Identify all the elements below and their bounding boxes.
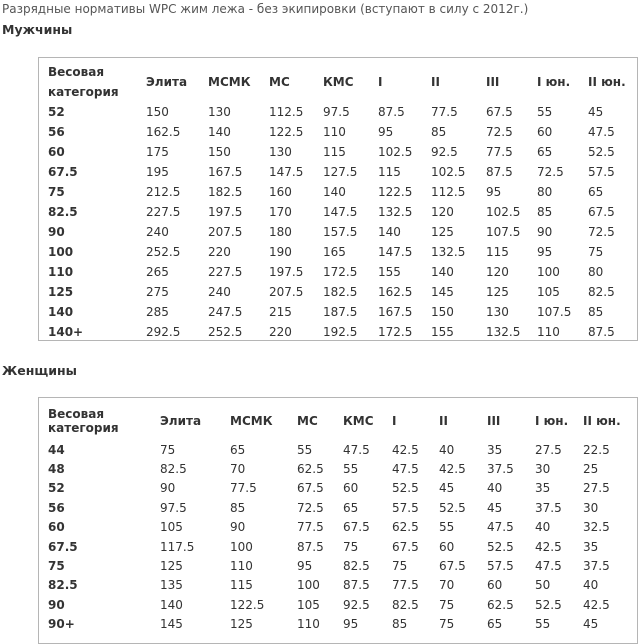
column-header: МС bbox=[297, 414, 318, 428]
table-row bbox=[48, 282, 628, 302]
norm-value-cell: 85 bbox=[431, 125, 447, 139]
table-row bbox=[48, 498, 623, 517]
norm-value-cell: 112.5 bbox=[431, 185, 466, 199]
norm-value-cell: 82.5 bbox=[588, 285, 615, 299]
norm-value-cell: 140 bbox=[208, 125, 231, 139]
norm-value-cell: 182.5 bbox=[208, 185, 243, 199]
norm-value-cell: 82.5 bbox=[392, 597, 419, 612]
norm-value-cell: 122.5 bbox=[269, 125, 304, 139]
norm-value-cell: 150 bbox=[208, 145, 231, 159]
norm-value-cell: 70 bbox=[230, 462, 246, 477]
norm-value-cell: 145 bbox=[431, 285, 454, 299]
page-title: Разрядные нормативы WPC жим лежа - без экипировки (вступают в силу с 2012г.) bbox=[2, 2, 529, 16]
weight-category-cell: 48 bbox=[48, 462, 65, 477]
norm-value-cell: 90 bbox=[230, 520, 246, 535]
norm-value-cell: 160 bbox=[269, 185, 292, 199]
norm-value-cell: 105 bbox=[160, 520, 183, 535]
norm-value-cell: 215 bbox=[269, 305, 292, 319]
norm-value-cell: 285 bbox=[146, 305, 169, 319]
norm-value-cell: 157.5 bbox=[323, 225, 358, 239]
weight-category-cell: 75 bbox=[48, 559, 65, 574]
weight-category-cell: 90+ bbox=[48, 617, 75, 632]
column-header-line: Весовая bbox=[48, 65, 105, 79]
norm-value-cell: 105 bbox=[537, 285, 560, 299]
norm-value-cell: 72.5 bbox=[297, 500, 324, 515]
norm-value-cell: 47.5 bbox=[392, 462, 419, 477]
norm-value-cell: 60 bbox=[487, 578, 503, 593]
norm-value-cell: 47.5 bbox=[343, 442, 370, 457]
norm-value-cell: 172.5 bbox=[378, 325, 413, 339]
table-row bbox=[48, 556, 623, 575]
norm-value-cell: 65 bbox=[588, 185, 604, 199]
column-header-line: Весовая bbox=[48, 407, 105, 421]
norm-value-cell: 252.5 bbox=[208, 325, 243, 339]
norm-value-cell: 107.5 bbox=[537, 305, 572, 319]
column-header: КМС bbox=[343, 414, 374, 428]
norm-value-cell: 87.5 bbox=[486, 165, 513, 179]
norm-value-cell: 227.5 bbox=[146, 205, 181, 219]
norm-value-cell: 57.5 bbox=[588, 165, 615, 179]
norm-value-cell: 67.5 bbox=[439, 559, 466, 574]
norm-value-cell: 240 bbox=[208, 285, 231, 299]
norm-value-cell: 80 bbox=[537, 185, 553, 199]
norm-value-cell: 27.5 bbox=[535, 442, 562, 457]
norm-value-cell: 67.5 bbox=[343, 520, 370, 535]
women-table-box bbox=[38, 397, 638, 644]
norm-value-cell: 30 bbox=[535, 462, 551, 477]
norm-value-cell: 97.5 bbox=[323, 105, 350, 119]
norm-value-cell: 132.5 bbox=[431, 245, 466, 259]
norm-value-cell: 57.5 bbox=[487, 559, 514, 574]
column-header: III bbox=[487, 414, 501, 428]
norm-value-cell: 77.5 bbox=[486, 145, 513, 159]
norm-value-cell: 92.5 bbox=[343, 597, 370, 612]
norm-value-cell: 252.5 bbox=[146, 245, 181, 259]
norm-value-cell: 85 bbox=[588, 305, 604, 319]
norm-value-cell: 227.5 bbox=[208, 265, 243, 279]
table-row bbox=[48, 262, 628, 282]
norm-value-cell: 67.5 bbox=[392, 539, 419, 554]
weight-category-cell: 90 bbox=[48, 597, 65, 612]
norm-value-cell: 40 bbox=[487, 481, 503, 496]
norm-value-cell: 155 bbox=[378, 265, 401, 279]
column-header-line: категория bbox=[48, 85, 119, 99]
norm-value-cell: 37.5 bbox=[535, 500, 562, 515]
norm-value-cell: 292.5 bbox=[146, 325, 181, 339]
norm-value-cell: 220 bbox=[208, 245, 231, 259]
table-row bbox=[48, 322, 628, 342]
table-row bbox=[48, 440, 623, 459]
norm-value-cell: 25 bbox=[583, 462, 599, 477]
norm-value-cell: 125 bbox=[486, 285, 509, 299]
norm-value-cell: 130 bbox=[269, 145, 292, 159]
table-row bbox=[48, 182, 628, 202]
column-header: I юн. bbox=[535, 414, 569, 428]
norm-value-cell: 42.5 bbox=[583, 597, 610, 612]
column-header-weight-category bbox=[48, 62, 146, 102]
norm-value-cell: 132.5 bbox=[486, 325, 521, 339]
norm-value-cell: 145 bbox=[160, 617, 183, 632]
header-row bbox=[48, 402, 623, 440]
norm-value-cell: 95 bbox=[378, 125, 394, 139]
norm-value-cell: 182.5 bbox=[323, 285, 358, 299]
norm-value-cell: 197.5 bbox=[269, 265, 304, 279]
norm-value-cell: 87.5 bbox=[378, 105, 405, 119]
column-header: Элита bbox=[146, 75, 188, 89]
norm-value-cell: 42.5 bbox=[392, 442, 419, 457]
norm-value-cell: 55 bbox=[439, 520, 455, 535]
norm-value-cell: 247.5 bbox=[208, 305, 243, 319]
column-header: Элита bbox=[160, 414, 202, 428]
norm-value-cell: 55 bbox=[343, 462, 359, 477]
norm-value-cell: 82.5 bbox=[343, 559, 370, 574]
norm-value-cell: 130 bbox=[486, 305, 509, 319]
norm-value-cell: 85 bbox=[230, 500, 246, 515]
weight-category-cell: 67.5 bbox=[48, 165, 78, 179]
norm-value-cell: 52.5 bbox=[588, 145, 615, 159]
norm-value-cell: 72.5 bbox=[588, 225, 615, 239]
weight-category-cell: 82.5 bbox=[48, 205, 78, 219]
norm-value-cell: 275 bbox=[146, 285, 169, 299]
norm-value-cell: 155 bbox=[431, 325, 454, 339]
norm-value-cell: 140 bbox=[323, 185, 346, 199]
norm-value-cell: 60 bbox=[439, 539, 455, 554]
table-row bbox=[48, 122, 628, 142]
column-header: I bbox=[392, 414, 397, 428]
norm-value-cell: 110 bbox=[323, 125, 346, 139]
norm-value-cell: 67.5 bbox=[486, 105, 513, 119]
norm-value-cell: 72.5 bbox=[486, 125, 513, 139]
norm-value-cell: 90 bbox=[537, 225, 553, 239]
norm-value-cell: 110 bbox=[230, 559, 253, 574]
column-header: II юн. bbox=[588, 75, 626, 89]
norm-value-cell: 65 bbox=[230, 442, 246, 457]
norm-value-cell: 192.5 bbox=[323, 325, 358, 339]
norm-value-cell: 65 bbox=[343, 500, 359, 515]
norm-value-cell: 140 bbox=[160, 597, 183, 612]
weight-category-cell: 60 bbox=[48, 520, 65, 535]
weight-category-cell: 75 bbox=[48, 185, 65, 199]
weight-category-cell: 140+ bbox=[48, 325, 84, 339]
norm-value-cell: 67.5 bbox=[297, 481, 324, 496]
norm-value-cell: 167.5 bbox=[378, 305, 413, 319]
norm-value-cell: 65 bbox=[487, 617, 503, 632]
norm-value-cell: 125 bbox=[160, 559, 183, 574]
norm-value-cell: 115 bbox=[323, 145, 346, 159]
norm-value-cell: 55 bbox=[537, 105, 553, 119]
norm-value-cell: 140 bbox=[378, 225, 401, 239]
norm-value-cell: 70 bbox=[439, 578, 455, 593]
weight-category-cell: 82.5 bbox=[48, 578, 78, 593]
norm-value-cell: 75 bbox=[343, 539, 359, 554]
column-header: МСМК bbox=[230, 414, 273, 428]
norm-value-cell: 87.5 bbox=[297, 539, 324, 554]
table-row bbox=[48, 518, 623, 537]
table-row bbox=[48, 615, 623, 634]
men-norms-table bbox=[48, 62, 628, 342]
norm-value-cell: 122.5 bbox=[378, 185, 413, 199]
norm-value-cell: 95 bbox=[297, 559, 313, 574]
norm-value-cell: 47.5 bbox=[588, 125, 615, 139]
norm-value-cell: 75 bbox=[588, 245, 604, 259]
norm-value-cell: 60 bbox=[343, 481, 359, 496]
norm-value-cell: 52.5 bbox=[392, 481, 419, 496]
table-row bbox=[48, 142, 628, 162]
norm-value-cell: 95 bbox=[537, 245, 553, 259]
norm-value-cell: 140 bbox=[431, 265, 454, 279]
norm-value-cell: 240 bbox=[146, 225, 169, 239]
table-row bbox=[48, 302, 628, 322]
norm-value-cell: 102.5 bbox=[486, 205, 521, 219]
norm-value-cell: 75 bbox=[392, 559, 408, 574]
column-header: МСМК bbox=[208, 75, 251, 89]
norm-value-cell: 62.5 bbox=[487, 597, 514, 612]
norm-value-cell: 80 bbox=[588, 265, 604, 279]
norm-value-cell: 75 bbox=[160, 442, 176, 457]
norm-value-cell: 30 bbox=[583, 500, 599, 515]
column-header: II bbox=[439, 414, 448, 428]
norm-value-cell: 100 bbox=[297, 578, 320, 593]
norm-value-cell: 147.5 bbox=[378, 245, 413, 259]
norm-value-cell: 57.5 bbox=[392, 500, 419, 515]
norm-value-cell: 52.5 bbox=[439, 500, 466, 515]
norm-value-cell: 35 bbox=[487, 442, 503, 457]
norm-value-cell: 115 bbox=[486, 245, 509, 259]
norm-value-cell: 115 bbox=[230, 578, 253, 593]
norm-value-cell: 35 bbox=[583, 539, 599, 554]
header-row bbox=[48, 62, 628, 102]
norm-value-cell: 100 bbox=[537, 265, 560, 279]
column-header: III bbox=[486, 75, 500, 89]
norm-value-cell: 77.5 bbox=[230, 481, 257, 496]
women-section-title: Женщины bbox=[2, 363, 77, 378]
norm-value-cell: 75 bbox=[439, 597, 455, 612]
women-norms-table bbox=[48, 402, 623, 634]
table-row bbox=[48, 222, 628, 242]
table-row bbox=[48, 202, 628, 222]
norm-value-cell: 207.5 bbox=[269, 285, 304, 299]
norm-value-cell: 132.5 bbox=[378, 205, 413, 219]
norm-value-cell: 22.5 bbox=[583, 442, 610, 457]
norm-value-cell: 147.5 bbox=[323, 205, 358, 219]
norm-value-cell: 170 bbox=[269, 205, 292, 219]
table-row bbox=[48, 479, 623, 498]
norm-value-cell: 55 bbox=[297, 442, 313, 457]
norm-value-cell: 62.5 bbox=[297, 462, 324, 477]
norm-value-cell: 120 bbox=[431, 205, 454, 219]
column-header: I юн. bbox=[537, 75, 571, 89]
table-row bbox=[48, 162, 628, 182]
norm-value-cell: 50 bbox=[535, 578, 551, 593]
norm-value-cell: 125 bbox=[230, 617, 253, 632]
weight-category-cell: 67.5 bbox=[48, 539, 78, 554]
norm-value-cell: 55 bbox=[535, 617, 551, 632]
norm-value-cell: 172.5 bbox=[323, 265, 358, 279]
norm-value-cell: 37.5 bbox=[583, 559, 610, 574]
norm-value-cell: 45 bbox=[583, 617, 599, 632]
column-header-line: категория bbox=[48, 421, 119, 435]
norm-value-cell: 110 bbox=[297, 617, 320, 632]
weight-category-cell: 56 bbox=[48, 500, 65, 515]
norm-value-cell: 77.5 bbox=[392, 578, 419, 593]
norm-value-cell: 97.5 bbox=[160, 500, 187, 515]
norm-value-cell: 62.5 bbox=[392, 520, 419, 535]
weight-category-cell: 56 bbox=[48, 125, 65, 139]
norm-value-cell: 102.5 bbox=[378, 145, 413, 159]
weight-category-cell: 52 bbox=[48, 105, 65, 119]
norm-value-cell: 125 bbox=[431, 225, 454, 239]
table-row bbox=[48, 242, 628, 262]
norm-value-cell: 35 bbox=[535, 481, 551, 496]
norm-value-cell: 120 bbox=[486, 265, 509, 279]
norm-value-cell: 47.5 bbox=[487, 520, 514, 535]
norm-value-cell: 40 bbox=[535, 520, 551, 535]
table-row bbox=[48, 102, 628, 122]
norm-value-cell: 37.5 bbox=[487, 462, 514, 477]
norm-value-cell: 130 bbox=[208, 105, 231, 119]
norm-value-cell: 107.5 bbox=[486, 225, 521, 239]
column-header: II bbox=[431, 75, 440, 89]
norm-value-cell: 197.5 bbox=[208, 205, 243, 219]
norm-value-cell: 165 bbox=[323, 245, 346, 259]
table-row bbox=[48, 459, 623, 478]
norm-value-cell: 67.5 bbox=[588, 205, 615, 219]
norm-value-cell: 47.5 bbox=[535, 559, 562, 574]
weight-category-cell: 44 bbox=[48, 442, 65, 457]
weight-category-cell: 52 bbox=[48, 481, 65, 496]
column-header: I bbox=[378, 75, 383, 89]
weight-category-cell: 110 bbox=[48, 265, 74, 279]
norm-value-cell: 100 bbox=[230, 539, 253, 554]
norm-value-cell: 190 bbox=[269, 245, 292, 259]
norm-value-cell: 65 bbox=[537, 145, 553, 159]
norm-value-cell: 162.5 bbox=[378, 285, 413, 299]
norm-value-cell: 195 bbox=[146, 165, 169, 179]
norm-value-cell: 92.5 bbox=[431, 145, 458, 159]
norm-value-cell: 105 bbox=[297, 597, 320, 612]
norm-value-cell: 207.5 bbox=[208, 225, 243, 239]
norm-value-cell: 167.5 bbox=[208, 165, 243, 179]
norm-value-cell: 265 bbox=[146, 265, 169, 279]
norm-value-cell: 40 bbox=[439, 442, 455, 457]
norm-value-cell: 102.5 bbox=[431, 165, 466, 179]
norm-value-cell: 32.5 bbox=[583, 520, 610, 535]
norm-value-cell: 212.5 bbox=[146, 185, 181, 199]
norm-value-cell: 52.5 bbox=[535, 597, 562, 612]
norm-value-cell: 90 bbox=[160, 481, 176, 496]
weight-category-cell: 60 bbox=[48, 145, 65, 159]
norm-value-cell: 42.5 bbox=[535, 539, 562, 554]
norm-value-cell: 95 bbox=[343, 617, 359, 632]
norm-value-cell: 77.5 bbox=[297, 520, 324, 535]
table-row bbox=[48, 537, 623, 556]
weight-category-cell: 90 bbox=[48, 225, 65, 239]
weight-category-cell: 140 bbox=[48, 305, 74, 319]
norm-value-cell: 112.5 bbox=[269, 105, 304, 119]
column-header: МС bbox=[269, 75, 290, 89]
norm-value-cell: 147.5 bbox=[269, 165, 304, 179]
norm-value-cell: 82.5 bbox=[160, 462, 187, 477]
norm-value-cell: 72.5 bbox=[537, 165, 564, 179]
norm-value-cell: 85 bbox=[537, 205, 553, 219]
norm-value-cell: 42.5 bbox=[439, 462, 466, 477]
men-table-box bbox=[38, 57, 638, 341]
norm-value-cell: 115 bbox=[378, 165, 401, 179]
norm-value-cell: 135 bbox=[160, 578, 183, 593]
norm-value-cell: 150 bbox=[146, 105, 169, 119]
norm-value-cell: 127.5 bbox=[323, 165, 358, 179]
men-section-title: Мужчины bbox=[2, 22, 73, 37]
norm-value-cell: 87.5 bbox=[343, 578, 370, 593]
norm-value-cell: 122.5 bbox=[230, 597, 265, 612]
norm-value-cell: 220 bbox=[269, 325, 292, 339]
norm-value-cell: 175 bbox=[146, 145, 169, 159]
norm-value-cell: 110 bbox=[537, 325, 560, 339]
norm-value-cell: 187.5 bbox=[323, 305, 358, 319]
column-header-weight-category bbox=[48, 402, 160, 440]
norm-value-cell: 27.5 bbox=[583, 481, 610, 496]
weight-category-cell: 100 bbox=[48, 245, 74, 259]
norm-value-cell: 40 bbox=[583, 578, 599, 593]
norm-value-cell: 95 bbox=[486, 185, 502, 199]
column-header: II юн. bbox=[583, 414, 621, 428]
column-header: КМС bbox=[323, 75, 354, 89]
norm-value-cell: 180 bbox=[269, 225, 292, 239]
norm-value-cell: 45 bbox=[439, 481, 455, 496]
norm-value-cell: 60 bbox=[537, 125, 553, 139]
norm-value-cell: 52.5 bbox=[487, 539, 514, 554]
weight-category-cell: 125 bbox=[48, 285, 74, 299]
norm-value-cell: 162.5 bbox=[146, 125, 181, 139]
norm-value-cell: 150 bbox=[431, 305, 454, 319]
norm-value-cell: 77.5 bbox=[431, 105, 458, 119]
norm-value-cell: 75 bbox=[439, 617, 455, 632]
norm-value-cell: 85 bbox=[392, 617, 408, 632]
table-row bbox=[48, 595, 623, 614]
norm-value-cell: 87.5 bbox=[588, 325, 615, 339]
norm-value-cell: 45 bbox=[487, 500, 503, 515]
norm-value-cell: 45 bbox=[588, 105, 604, 119]
table-row bbox=[48, 576, 623, 595]
norm-value-cell: 117.5 bbox=[160, 539, 195, 554]
